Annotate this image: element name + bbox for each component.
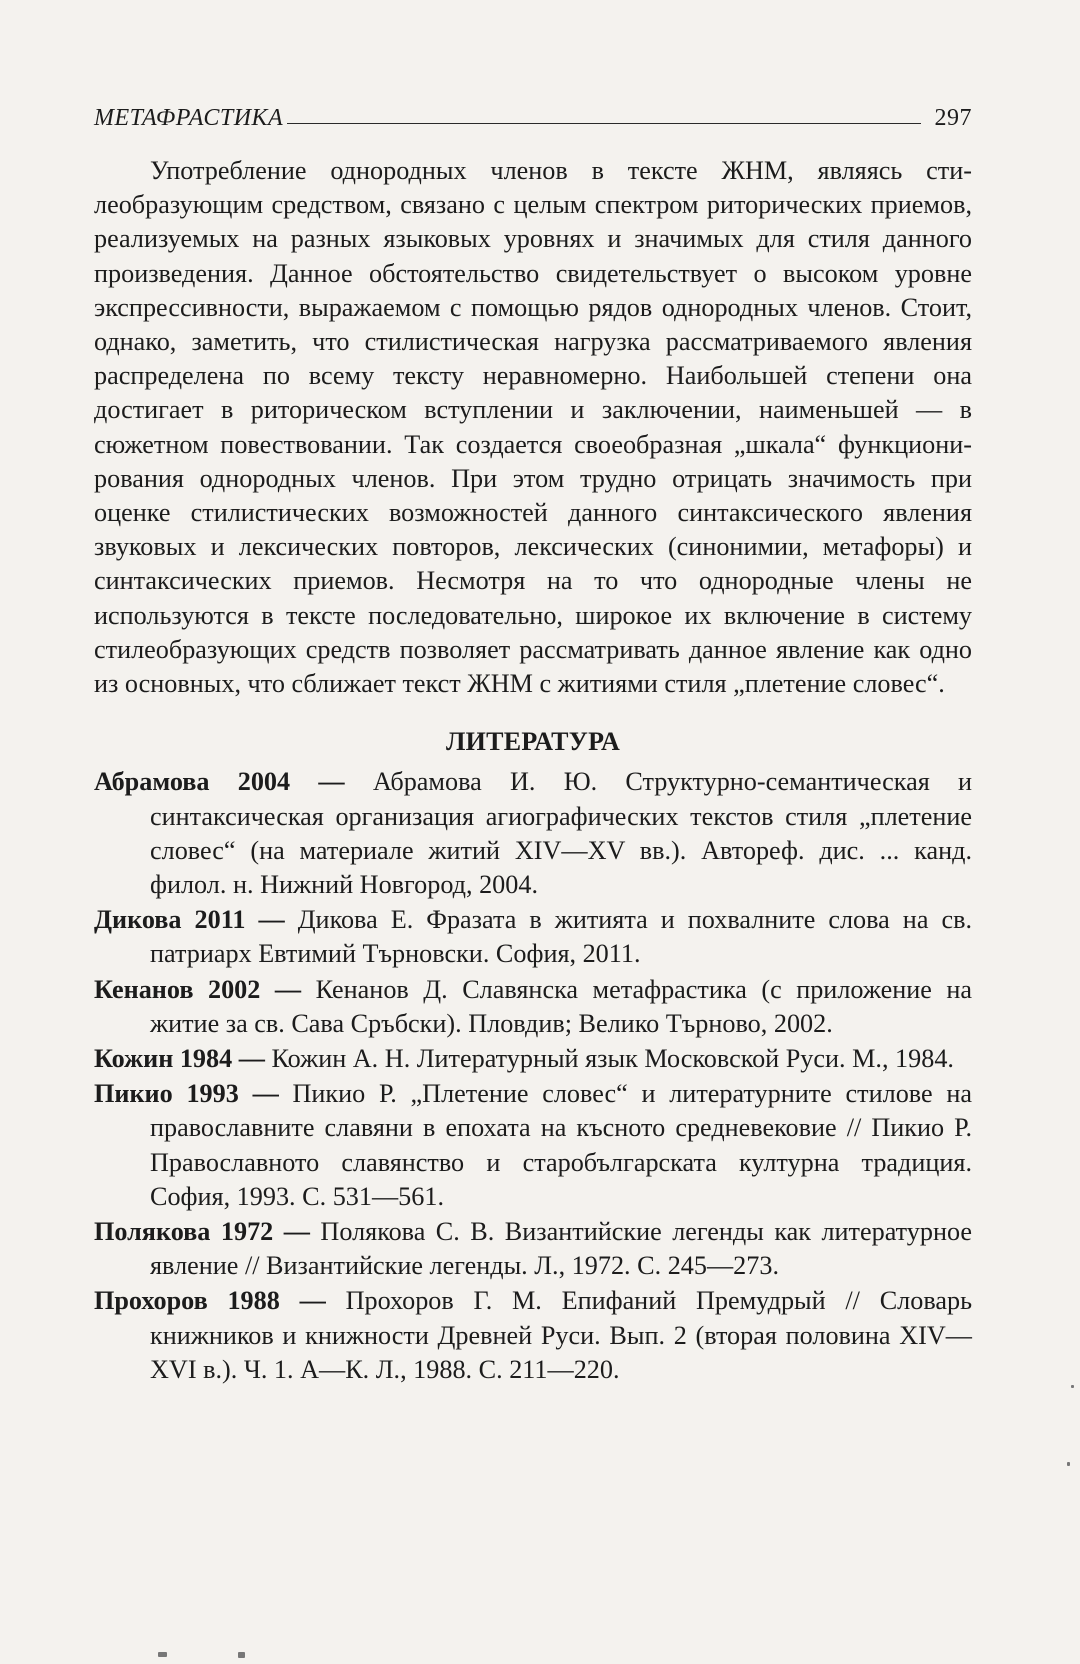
reference-entry [94, 765, 972, 902]
scan-speck [238, 1652, 245, 1658]
reference-dash: — [274, 974, 302, 1004]
reference-key: Абрамова 2004 [94, 767, 291, 797]
scan-speck [1067, 1462, 1070, 1466]
reference-entry [94, 1042, 972, 1076]
reference-text: Дикова Е. Фразата в житията и похвалните слова на св. патриарх Евтимий Търновски. София, 2011. [150, 905, 972, 969]
scan-speck [158, 1652, 167, 1657]
reference-text: Полякова С. В. Византийские легенды как литературное явление // Византийские легенды. Л., 1972. С. 245—273. [150, 1217, 973, 1281]
reference-key: Кожин 1984 [94, 1044, 233, 1074]
reference-text: Кожин А. Н. Литературный язык Московской Руси. М., 1984. [271, 1044, 954, 1074]
reference-entry [94, 973, 972, 1041]
header-rule [287, 123, 920, 124]
reference-key: Прохоров 1988 [94, 1286, 280, 1316]
reference-entry [94, 1215, 972, 1283]
reference-text: Прохоров Г. М. Епифаний Премудрый // Словарь книжников и книжности Древней Руси. Вып. 2 (вторая половина XIV—XVI в.). Ч. 1. А—К. Л., 1988. С. 211—220. [150, 1286, 973, 1384]
page-number: 297 [934, 105, 972, 131]
reference-list [94, 765, 972, 1387]
reference-dash: — [318, 767, 345, 797]
reference-key: Кенанов 2002 [94, 974, 261, 1004]
reference-entry [94, 1284, 972, 1387]
running-title: МЕТАФРАСТИКА [94, 105, 284, 131]
section-heading: ЛИТЕРАТУРА [445, 727, 621, 757]
reference-key: Дикова 2011 [94, 905, 246, 935]
body-paragraph: Употребление однородных членов в тексте ЖНМ, являясь стилеобразующим средством, связано с целым спектром риторических приемов, реализуемых на разных языковых уровнях и значимых для стиля данного произведения. Данное обстоятельство свидетельствует о высоком уровне экспрессивности, выражаемом с помощью рядов однородных членов. Стоит, однако, заметить, что стилистическая нагрузка рассматриваемого явления распределена по всему тексту неравномерно. Наибольшей степени она достигает в риторическом вступлении и заключении, наименьшей — в сюжетном повествовании. Так создается своеобразная „шкала“ функционирования однородных членов. При этом трудно отрицать значимость при оценке стилистических возможностей данного синтаксического явления звуковых и лексических повторов, лексических (синонимии, метафоры) и синтаксических приемов. Несмотря на то что однородные члены не используются в тексте последовательно, широкое их включение в систему стилеобразующих средств позволяет рассматривать данное явление как одно из основных, что сближает текст ЖНМ с житиями стиля „плетение словес“. [94, 156, 972, 699]
book-page [94, 88, 972, 1388]
reference-key: Пикио 1993 [94, 1079, 239, 1109]
running-header [94, 88, 972, 132]
reference-dash: — [283, 1217, 310, 1247]
reference-dash: — [299, 1286, 326, 1316]
reference-entry [94, 1077, 972, 1214]
reference-entry [94, 903, 972, 971]
reference-dash: — [258, 905, 285, 935]
reference-dash: — [252, 1079, 279, 1109]
scan-speck [1071, 1385, 1074, 1388]
reference-key: Полякова 1972 [94, 1217, 274, 1247]
reference-text: Абрамова И. Ю. Структурно-семантическая и синтаксическая организация агиографических текстов стиля „плетение словес“ (на материале житий XIV—XV вв.). Автореф. дис. ... канд. филол. н. Нижний Новгород, 2004. [150, 767, 972, 900]
reference-text: Кенанов Д. Славянска метафрастика (с приложение на житие за св. Сава Сръбски). Пловдив; Велико Търново, 2002. [150, 974, 973, 1038]
reference-text: Пикио Р. „Плетение словес“ и литературните стилове на православните славяни в епохата на късното средневековие // Пикио Р. Православното славянство и старобългарската културна традиция. София, 1993. С. 531—561. [150, 1079, 972, 1211]
reference-dash: — [238, 1044, 265, 1074]
